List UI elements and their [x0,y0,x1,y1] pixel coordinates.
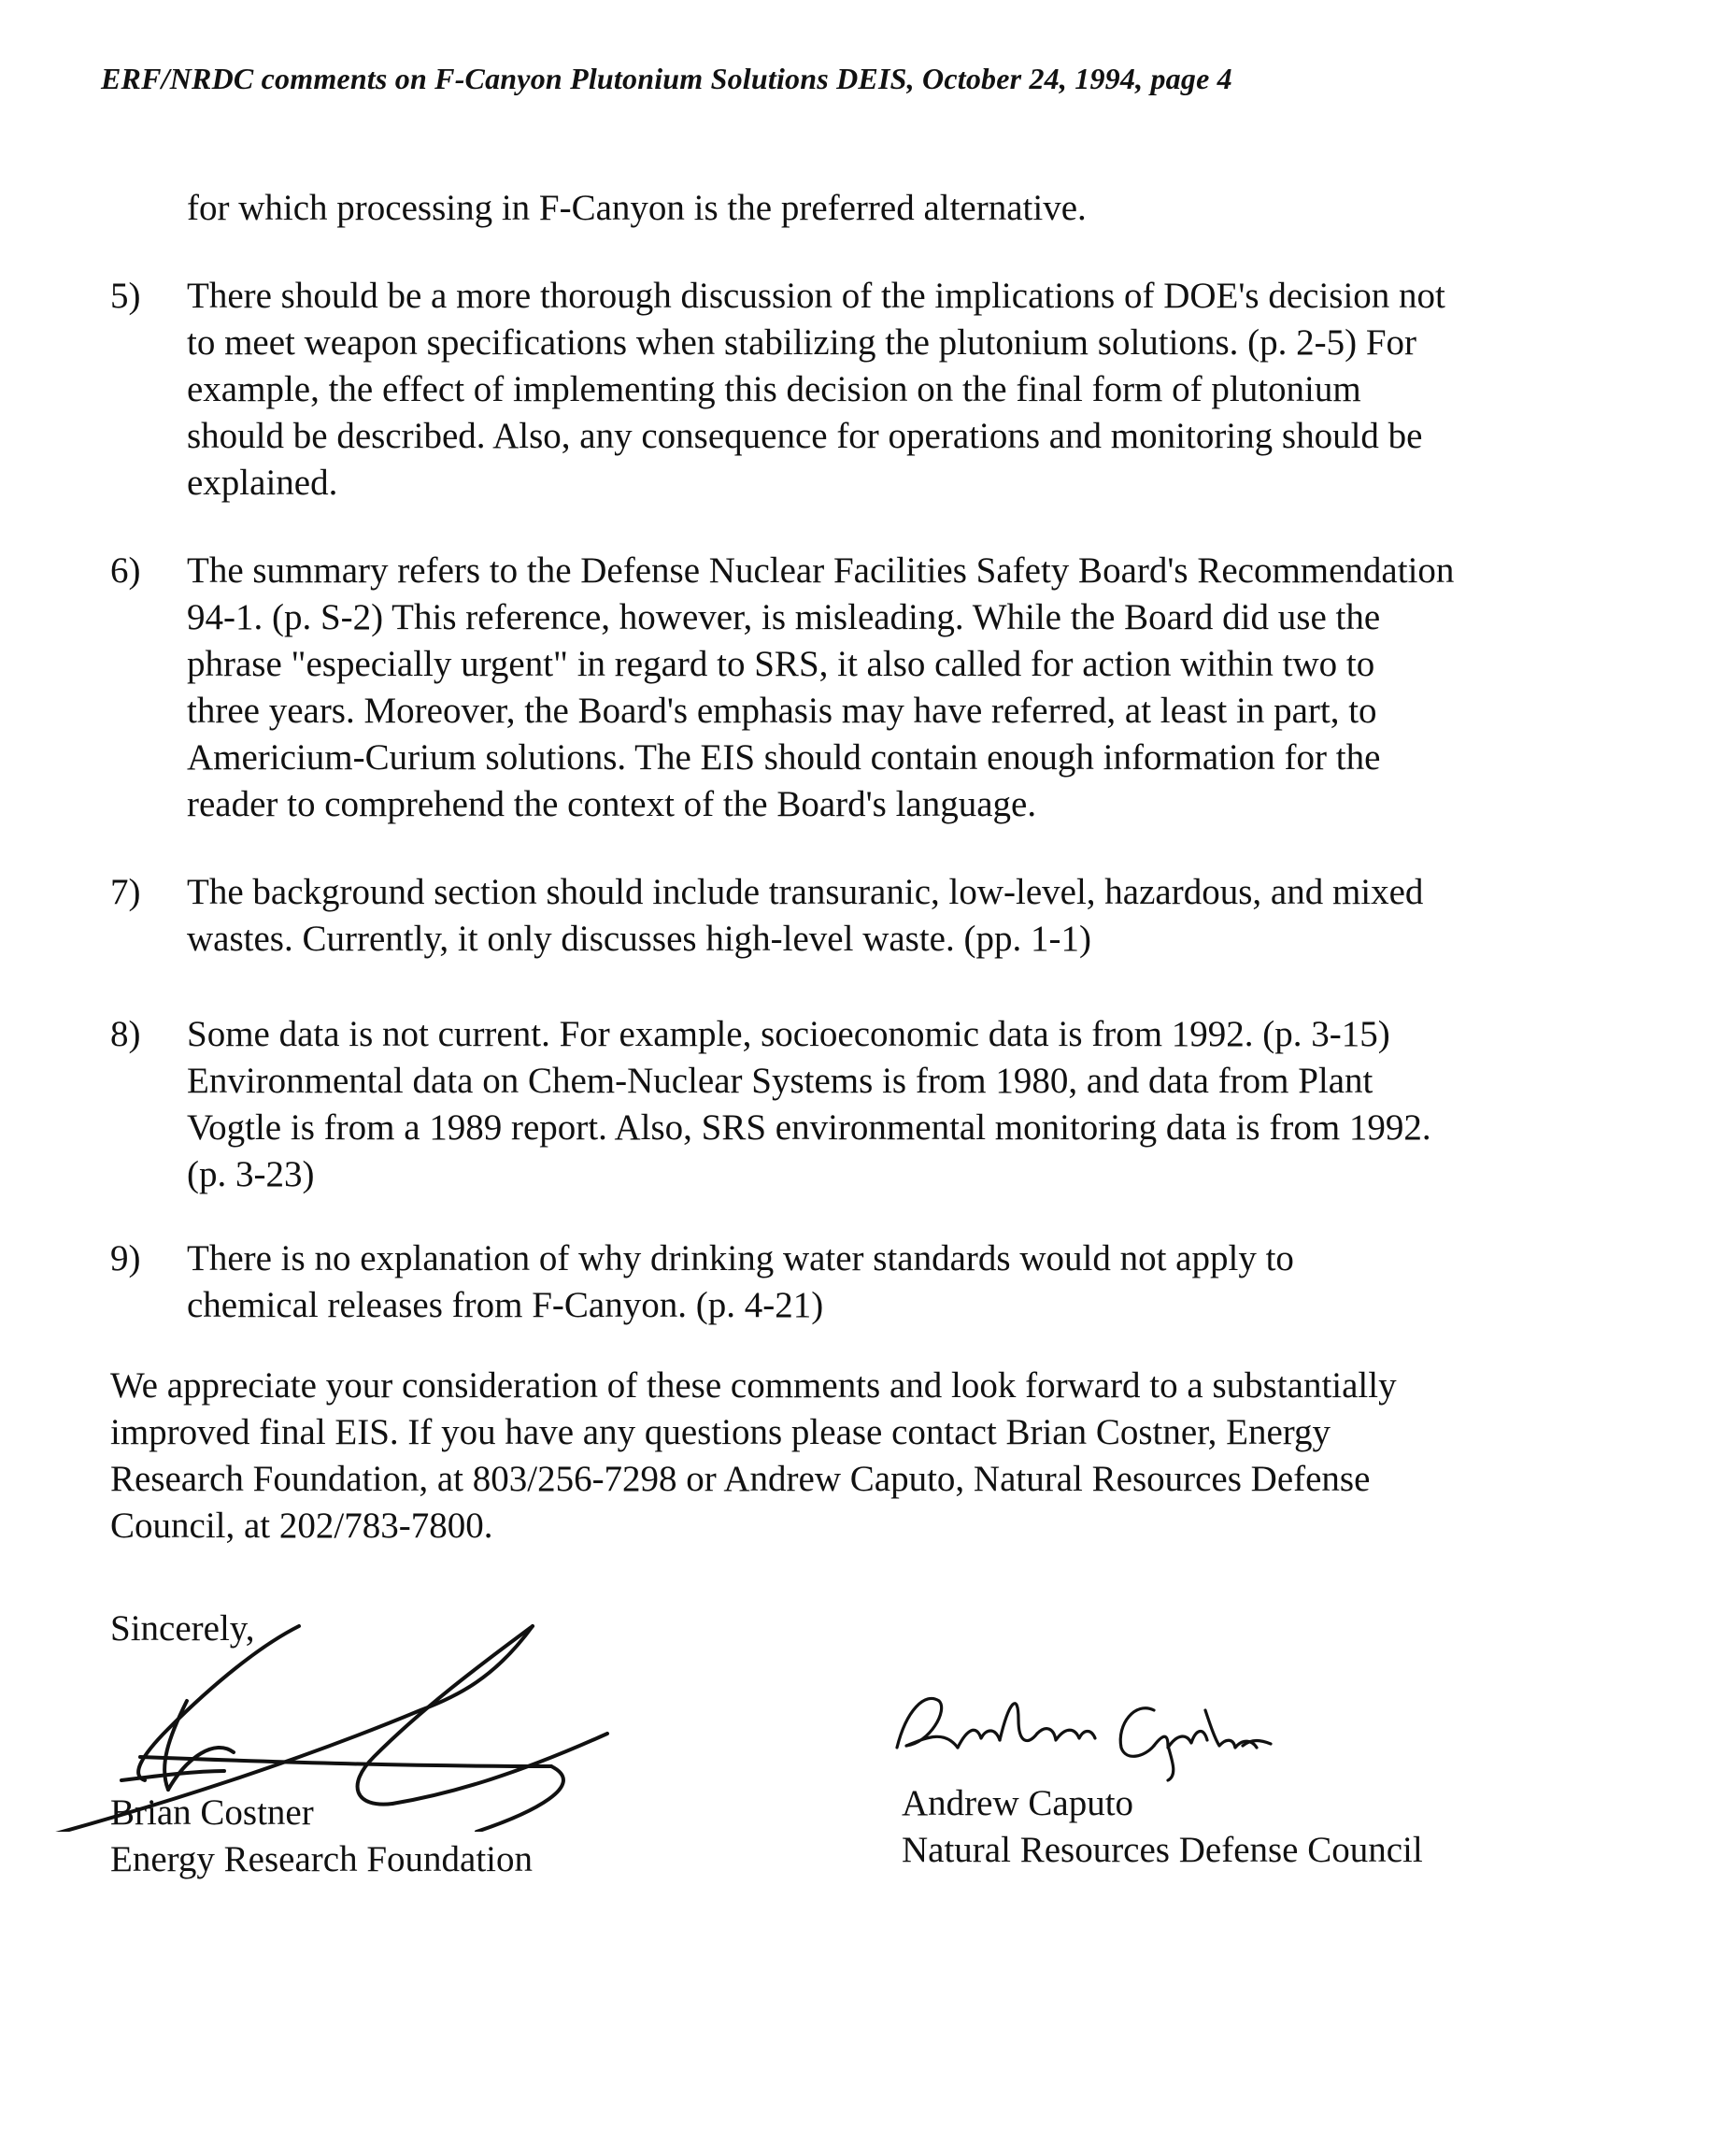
closing-line: improved final EIS. If you have any questions please contact Brian Costner, Energy [110,1412,1331,1452]
signer-organization: Energy Research Foundation [110,1839,534,1879]
handwritten-signature-caputo-icon [888,1673,1308,1785]
closing-line: Research Foundation, at 803/256-7298 or Andrew Caputo, Natural Resources Defense [110,1459,1371,1499]
list-item-6 [110,548,1708,828]
continuation-line: for which processing in F-Canyon is the preferred alternative. [187,188,1087,228]
signer-name: Andrew Caputo [902,1783,1134,1823]
item-text [187,1011,1708,1198]
item-number: 7) [110,872,141,912]
item-line: 94-1. (p. S-2) This reference, however, is misleading. While the Board did use the [187,597,1381,637]
salutation: Sincerely, [110,1608,255,1649]
item-number: 5) [110,276,141,316]
list-item-8 [110,1011,1708,1198]
item-line: should be described. Also, any consequence for operations and monitoring should be [187,416,1423,456]
item-line: explained. [187,463,338,503]
item-text [187,1235,1708,1329]
item-line: chemical releases from F-Canyon. (p. 4-21) [187,1285,824,1325]
closing-paragraph [110,1363,1397,1549]
item-line: Americium-Curium solutions. The EIS should contain enough information for the [187,737,1381,778]
item-line: The summary refers to the Defense Nuclear Facilities Safety Board's Recommendation [187,550,1455,591]
item-line: There is no explanation of why drinking water standards would not apply to [187,1238,1294,1278]
closing-line: We appreciate your consideration of these comments and look forward to a substantially [110,1365,1397,1406]
item-line: Some data is not current. For example, socioeconomic data is from 1992. (p. 3-15) [187,1014,1390,1054]
item-text [187,548,1708,828]
list-item-7 [110,869,1708,963]
closing-line: Council, at 202/783-7800. [110,1506,493,1546]
item-line: wastes. Currently, it only discusses high-level waste. (pp. 1-1) [187,919,1091,959]
item-number: 9) [110,1238,141,1278]
item-line: The background section should include transuranic, low-level, hazardous, and mixed [187,872,1424,912]
item-line: Environmental data on Chem-Nuclear Systems is from 1980, and data from Plant [187,1061,1373,1101]
signer-caputo [902,1780,1423,1874]
item-line: Vogtle is from a 1989 report. Also, SRS environmental monitoring data is from 1992. [187,1107,1431,1148]
signer-costner [110,1790,533,1883]
signer-organization: Natural Resources Defense Council [902,1830,1423,1870]
item-line: three years. Moreover, the Board's emphasis may have referred, at least in part, to [187,691,1377,731]
item-line: reader to comprehend the context of the Board's language. [187,784,1037,824]
item-line: to meet weapon specifications when stabilizing the plutonium solutions. (p. 2-5) For [187,322,1417,363]
item-line: There should be a more thorough discussion of the implications of DOE's decision not [187,276,1445,316]
signer-name: Brian Costner [110,1792,314,1833]
item-line: (p. 3-23) [187,1154,315,1194]
item-number: 6) [110,550,141,591]
item-text [187,869,1708,963]
item-line: phrase "especially urgent" in regard to SRS, it also called for action within two to [187,644,1375,684]
list-item-5 [110,273,1708,507]
list-item-9 [110,1235,1708,1329]
page-header: ERF/NRDC comments on F-Canyon Plutonium Solutions DEIS, October 24, 1994, page 4 [101,62,1232,95]
item-number: 8) [110,1014,141,1054]
item-text [187,273,1708,507]
item-line: example, the effect of implementing this decision on the final form of plutonium [187,369,1361,409]
